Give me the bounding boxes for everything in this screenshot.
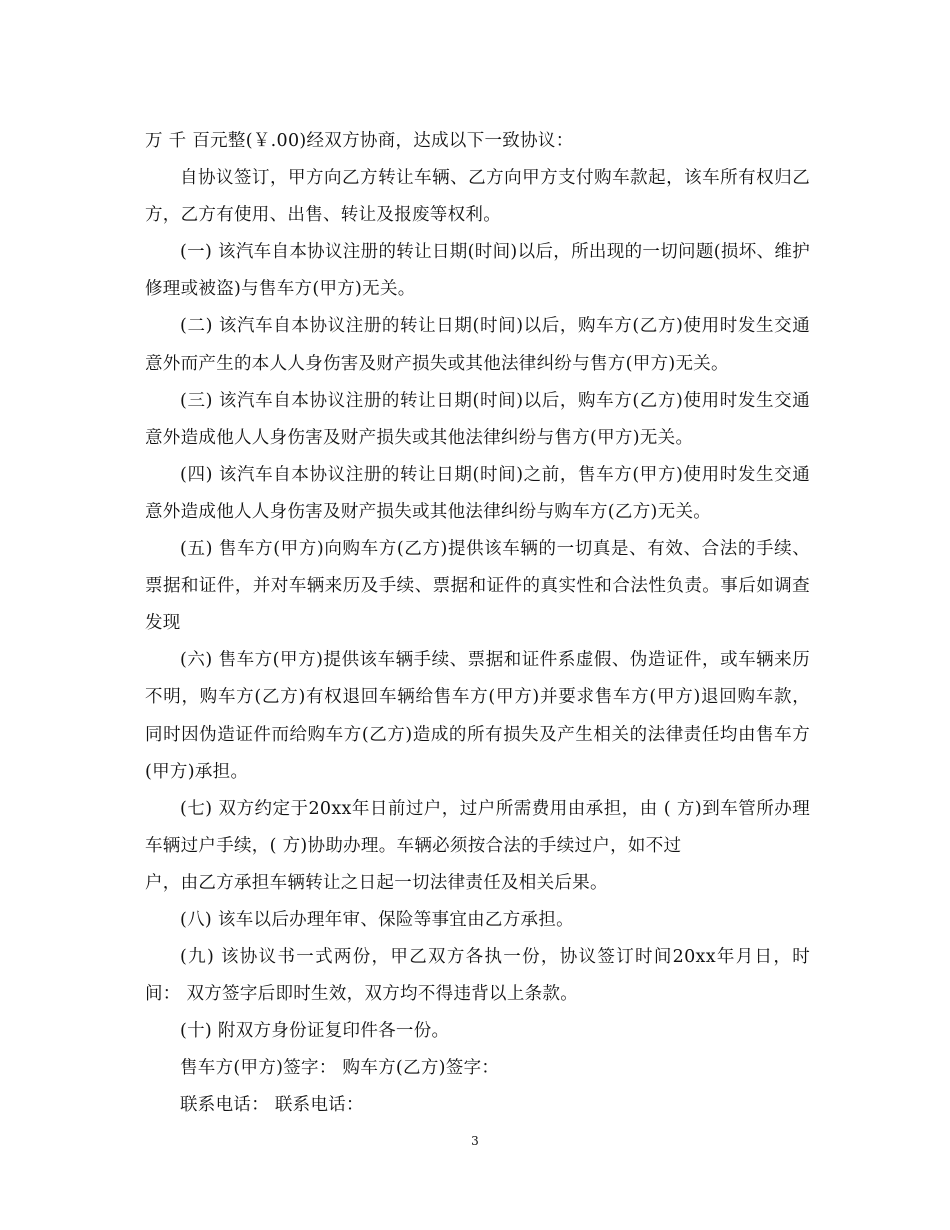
paragraph-ownership: 自协议签订，甲方向乙方转让车辆、乙方向甲方支付购车款起，该车所有权归乙方，乙方有使用、出售、转让及报废等权利。	[145, 168, 810, 226]
paragraph-clause-9: (九) 该协议书一式两份，甲乙双方各执一份，协议签订时间20xx年月日，时间： 双方签字后即时生效，双方均不得违背以上条款。	[145, 947, 810, 1005]
paragraph-clause-6: (六) 售车方(甲方)提供该车辆手续、票据和证件系虚假、伪造证件，或车辆来历不明，购车方(乙方)有权退回车辆给售车方(甲方)并要求售车方(甲方)退回购车款，同时因伪造证件而给购车方(乙方)造成的所有损失及产生相关的法律责任均由售车方(甲方)承担。	[145, 650, 810, 782]
paragraph-clause-1: (一) 该汽车自本协议注册的转让日期(时间)以后，所出现的一切问题(损坏、维护修理或被盗)与售车方(甲方)无关。	[145, 242, 810, 300]
paragraph-clause-4: (四) 该汽车自本协议注册的转让日期(时间)之前，售车方(甲方)使用时发生交通意外造成他人人身伤害及财产损失或其他法律纠纷与购车方(乙方)无关。	[145, 464, 810, 522]
paragraph-clause-3: (三) 该汽车自本协议注册的转让日期(时间)以后，购车方(乙方)使用时发生交通意外造成他人人身伤害及财产损失或其他法律纠纷与售方(甲方)无关。	[145, 390, 810, 448]
paragraph-amount-intro: 万 千 百元整(￥.00)经双方协商，达成以下一致协议：	[145, 131, 574, 151]
document-body	[145, 123, 810, 1125]
signature-line: 售车方(甲方)签字： 购车方(乙方)签字：	[180, 1058, 500, 1079]
page-number: 3	[471, 1134, 479, 1148]
paragraph-clause-8: (八) 该车以后办理年审、保险等事宜由乙方承担。	[180, 909, 574, 930]
paragraph-clause-5: (五) 售车方(甲方)向购车方(乙方)提供该车辆的一切真是、有效、合法的手续、票据和证件，并对车辆来历及手续、票据和证件的真实性和合法性负责。事后如调查发现	[145, 539, 810, 634]
contact-phone-line: 联系电话： 联系电话：	[180, 1095, 364, 1116]
paragraph-clause-2: (二) 该汽车自本协议注册的转让日期(时间)以后，购车方(乙方)使用时发生交通意外而产生的本人人身伤害及财产损失或其他法律纠纷与售方(甲方)无关。	[145, 316, 810, 374]
paragraph-clause-10: (十) 附双方身份证复印件各一份。	[180, 1021, 450, 1042]
paragraph-clause-7: (七) 双方约定于20xx年日前过户，过户所需费用由承担，由 ( 方)到车管所办理车辆过户手续，( 方)协助办理。车辆必须按合法的手续过户，如不过 户，由乙方承担车辆转让之日起一切法律责任及相关后果。	[145, 798, 810, 893]
